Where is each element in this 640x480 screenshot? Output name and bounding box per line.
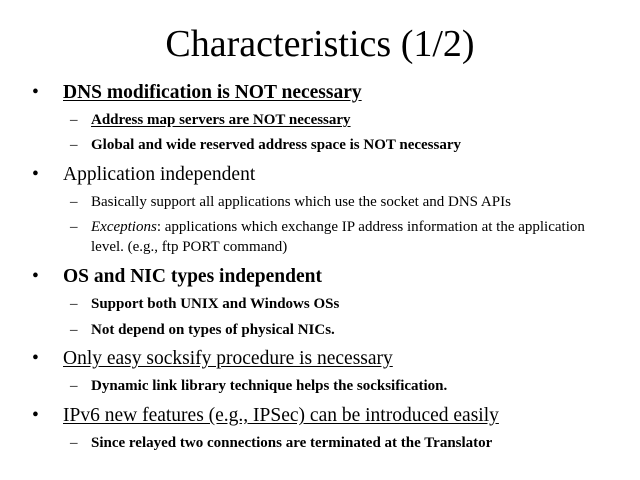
exceptions-emphasis: Exceptions xyxy=(91,219,157,235)
dash-icon: – xyxy=(70,112,78,128)
slide-title: Characteristics (1/2) xyxy=(165,23,475,65)
sub-point-text xyxy=(91,217,611,257)
dash-icon: – xyxy=(70,137,78,153)
bullet-text: Application independent xyxy=(63,164,256,185)
bullet-text: Only easy socksify procedure is necessary xyxy=(63,348,393,369)
dash-icon: – xyxy=(70,378,78,394)
sub-point-text: Support both UNIX and Windows OSs xyxy=(91,296,340,312)
bullet-icon: • xyxy=(32,405,39,426)
bullet-icon: • xyxy=(32,266,39,287)
dash-icon: – xyxy=(70,435,78,451)
sub-point-text: Global and wide reserved address space is NOT necessary xyxy=(91,137,462,153)
bullet-text: IPv6 new features (e.g., IPSec) can be introduced easily xyxy=(63,405,499,426)
dash-icon: – xyxy=(70,322,78,338)
sub-point-text: Since relayed two connections are terminated at the Translator xyxy=(91,435,493,451)
dash-icon: – xyxy=(70,219,78,235)
bullet-icon: • xyxy=(32,82,39,103)
bullet-text: OS and NIC types independent xyxy=(63,266,322,287)
dash-icon: – xyxy=(70,296,78,312)
bullet-icon: • xyxy=(32,164,39,185)
dash-icon: – xyxy=(70,194,78,210)
sub-point-text: Not depend on types of physical NICs. xyxy=(91,322,335,338)
exceptions-text: : applications which exchange IP address information at the application level. (e.g., ftp PORT command) xyxy=(91,219,585,255)
sub-point-text: Address map servers are NOT necessary xyxy=(91,112,351,128)
bullet-text: DNS modification is NOT necessary xyxy=(63,82,362,103)
sub-point-text: Basically support all applications which use the socket and DNS APIs xyxy=(91,194,511,210)
sub-point-text: Dynamic link library technique helps the socksification. xyxy=(91,378,448,394)
bullet-icon: • xyxy=(32,348,39,369)
